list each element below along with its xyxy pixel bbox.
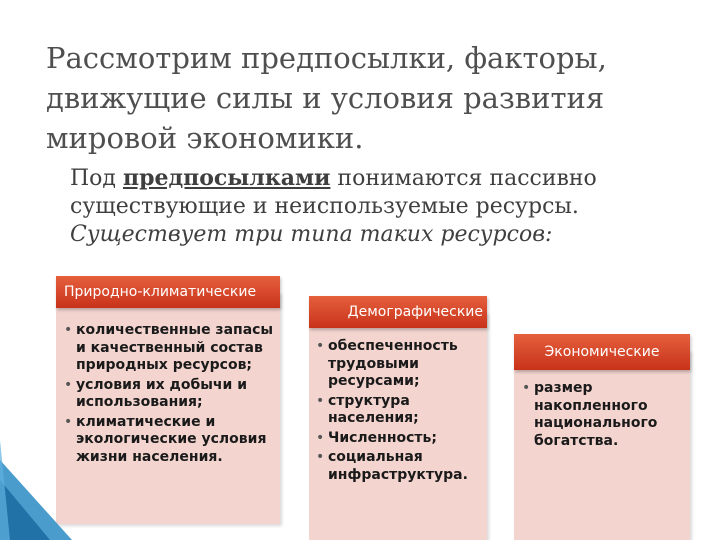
list-item: • размер накопленного национального богатства. xyxy=(520,380,684,450)
intro-paragraph xyxy=(70,164,690,249)
economic-heading-text: Экономические xyxy=(544,344,660,360)
natural-climatic-heading-text: Природно-климатические xyxy=(64,284,257,300)
list-item: • количественные запасы и качественный состав природных ресурсов; xyxy=(62,322,276,375)
list-item: • структура населения; xyxy=(314,393,484,428)
list-item: • условия их добычи и использования; xyxy=(62,377,276,412)
list-item: • обеспеченность трудовыми ресурсами; xyxy=(314,338,484,391)
demographic-list xyxy=(314,338,484,486)
list-item: • социальная инфраструктура. xyxy=(314,449,484,484)
intro-italic: Существует три типа таких ресурсов: xyxy=(70,222,553,247)
economic-list xyxy=(520,380,684,452)
slide-title: Рассмотрим предпосылки, факторы, движущие силы и условия развития мировой экономики. xyxy=(46,41,607,155)
intro-prefix: Под xyxy=(70,166,123,191)
list-item: • Численность; xyxy=(314,430,484,448)
intro-keyword: предпосылками xyxy=(122,165,331,191)
corner-decoration xyxy=(0,440,72,540)
list-item: • климатические и экологические условия жизни населения. xyxy=(62,414,276,467)
demographic-heading xyxy=(309,296,487,328)
natural-climatic-list xyxy=(62,322,276,468)
demographic-heading-text: Демографические xyxy=(347,304,483,320)
intro-rest: понимаются пассивно существующие и неиспользуемые ресурсы. xyxy=(70,166,597,219)
economic-heading xyxy=(514,334,690,370)
natural-climatic-heading xyxy=(56,276,280,308)
